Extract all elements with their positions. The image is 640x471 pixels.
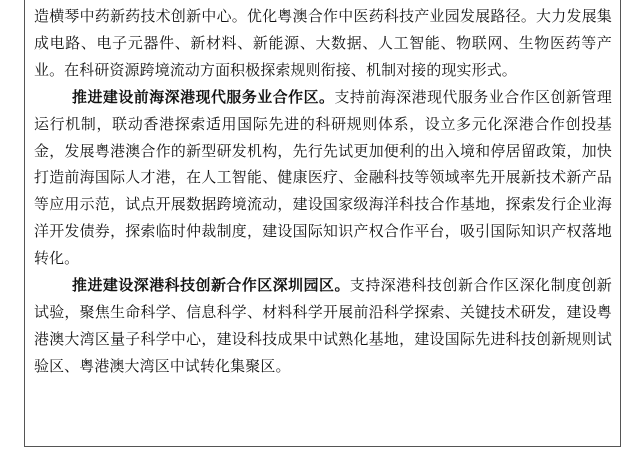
paragraph-body-text: 支持深港科技创新合作区深化制度创新试验，聚焦生命科学、信息科学、材料科学开展前沿科学探索、关键技术研发，建设粤港澳大湾区量子科学中心，建设科技成果中试熟化基地，建设国际先进科技创新规则试验区、粤港澳大湾区中试转化集聚区。 (34, 276, 612, 375)
paragraph-body-text: 造横琴中药新药技术创新中心。优化粤澳合作中医药科技产业园发展路径。大力发展集成电路、电子元器件、新材料、新能源、大数据、人工智能、物联网、生物医药等产业。在科研资源跨境流动方面积极探索规则衔接、机制对接的现实形式。 (34, 7, 612, 79)
paragraph-body-text: 支持前海深港现代服务业合作区创新管理运行机制，联动香港探索适用国际先进的科研规则体系，设立多元化深港合作创投基金，发展粤港澳合作的新型研发机构，先行先试更加便利的出入境和停居留政策，加快打造前海国际人才港，在人工智能、健康医疗、金融科技等领域率先开展新技术新产品等应用示范，试点开展数据跨境流动，建设国家级海洋科技合作基地，探索发行企业海洋开发债券，探索临时仲裁制度，建设国际知识产权合作平台，吸引国际知识产权落地转化。 (34, 87, 612, 268)
paragraph-heading-qianhai: 推进建设前海深港现代服务业合作区。 (72, 87, 335, 106)
frame-bottom-border (24, 446, 621, 447)
paragraph-qianhai (34, 84, 612, 272)
paragraph-hengqin-continued (34, 3, 612, 84)
frame-left-border (24, 0, 25, 447)
document-body (34, 3, 612, 380)
paragraph-heading-shenzhen-park: 推进建设深港科技创新合作区深圳园区。 (72, 276, 350, 295)
frame-right-border (620, 0, 621, 447)
paragraph-shenzhen-park (34, 272, 612, 380)
